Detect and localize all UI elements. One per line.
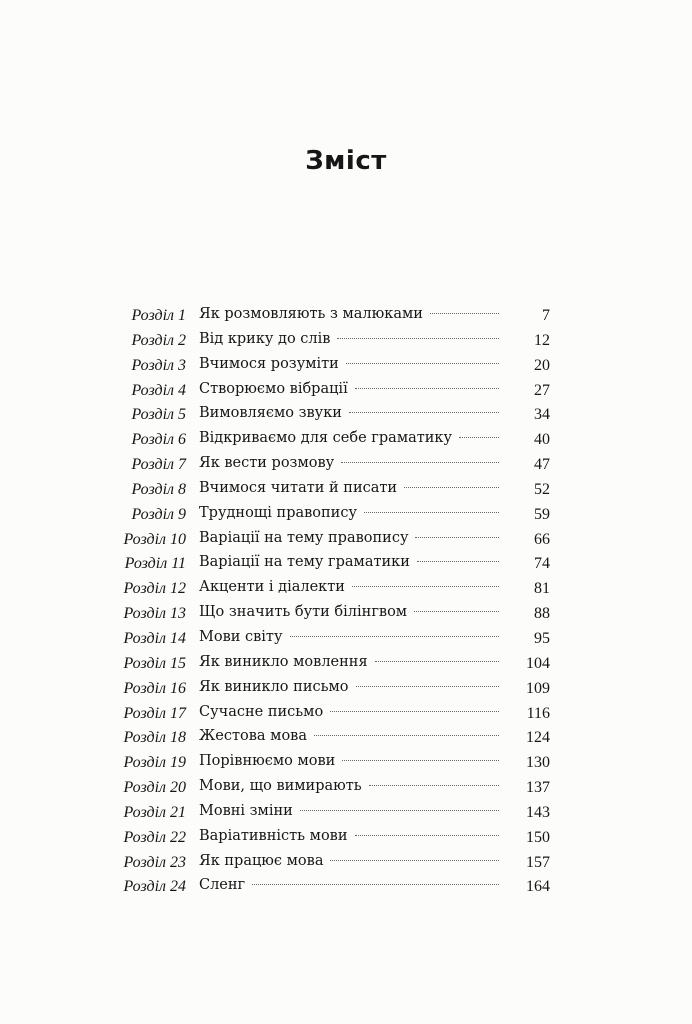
toc-entry — [0, 378, 692, 403]
page-number: 74 — [534, 555, 550, 573]
page-number: 130 — [526, 754, 550, 772]
dot-leader — [375, 661, 499, 662]
chapter-title: Відкриваємо для себе граматику — [199, 430, 453, 447]
toc-entry-body — [199, 803, 499, 819]
chapter-number: Розділ 14 — [123, 629, 186, 647]
toc-entry — [0, 452, 692, 477]
chapter-title: Варіації на тему граматики — [199, 554, 410, 571]
page-number: 143 — [526, 803, 550, 821]
dot-leader — [337, 338, 499, 339]
page-number: 52 — [534, 480, 550, 498]
dot-leader — [349, 412, 499, 413]
toc-entry — [0, 427, 692, 452]
toc-entry-body — [199, 381, 499, 397]
table-of-contents — [0, 303, 692, 899]
toc-entry — [0, 527, 692, 552]
dot-leader — [352, 586, 499, 587]
toc-entry — [0, 402, 692, 427]
toc-entry — [0, 676, 692, 701]
dot-leader — [300, 810, 499, 811]
page-number: 59 — [534, 505, 550, 523]
page-number: 95 — [534, 629, 550, 647]
dot-leader — [290, 636, 500, 637]
dot-leader — [430, 313, 499, 314]
toc-entry-body — [199, 306, 499, 322]
toc-entry-body — [199, 654, 499, 670]
page-number: 27 — [534, 381, 550, 399]
page-number: 164 — [526, 878, 550, 896]
page-number: 20 — [534, 356, 550, 374]
toc-entry — [0, 303, 692, 328]
chapter-number: Розділ 5 — [131, 406, 186, 424]
page-number: 109 — [526, 679, 550, 697]
page-number: 66 — [534, 530, 550, 548]
toc-entry-body — [199, 828, 499, 844]
toc-entry-body — [199, 405, 499, 421]
chapter-title: Варіативність мови — [199, 827, 348, 844]
chapter-title: Мови, що вимирають — [199, 778, 362, 795]
chapter-title: Як розмовляють з малюками — [199, 306, 423, 322]
chapter-number: Розділ 21 — [123, 803, 186, 821]
toc-entry-body — [199, 579, 499, 595]
chapter-title: Труднощі правопису — [199, 504, 357, 521]
chapter-title: Мови світу — [199, 628, 283, 645]
page-number: 88 — [534, 605, 550, 623]
dot-leader — [414, 611, 499, 612]
toc-entry-body — [199, 455, 499, 471]
dot-leader — [355, 835, 500, 836]
toc-entry — [0, 725, 692, 750]
dot-leader — [364, 512, 499, 513]
chapter-number: Розділ 16 — [123, 679, 186, 697]
chapter-title: Порівнюємо мови — [199, 753, 336, 770]
dot-leader — [459, 437, 499, 438]
chapter-title: Як виникло письмо — [199, 678, 349, 695]
dot-leader — [342, 760, 499, 761]
toc-entry-body — [199, 356, 499, 372]
dot-leader — [314, 735, 499, 736]
page-title: Зміст — [305, 146, 387, 176]
chapter-number: Розділ 17 — [123, 704, 186, 722]
dot-leader — [355, 388, 499, 389]
chapter-title: Сленг — [199, 877, 246, 894]
chapter-number: Розділ 15 — [123, 654, 186, 672]
chapter-number: Розділ 8 — [131, 480, 186, 498]
chapter-number: Розділ 13 — [123, 605, 186, 623]
toc-entry — [0, 874, 692, 899]
dot-leader — [330, 711, 499, 712]
toc-entry — [0, 775, 692, 800]
chapter-title: Вчимося розуміти — [199, 355, 339, 372]
toc-entry-body — [199, 604, 499, 620]
toc-entry-body — [199, 853, 499, 869]
chapter-title: Вчимося читати й писати — [199, 479, 398, 496]
toc-entry-body — [199, 554, 499, 570]
dot-leader — [341, 462, 499, 463]
toc-entry-body — [199, 877, 499, 893]
dot-leader — [417, 561, 499, 562]
page-number: 137 — [526, 779, 550, 797]
chapter-number: Розділ 20 — [123, 779, 186, 797]
chapter-title: Акценти і діалекти — [199, 579, 345, 596]
toc-entry-body — [199, 629, 499, 645]
dot-leader — [346, 363, 499, 364]
toc-entry — [0, 701, 692, 726]
toc-entry-body — [199, 778, 499, 794]
chapter-title: Як вести розмову — [199, 455, 335, 472]
chapter-number: Розділ 18 — [123, 729, 186, 747]
dot-leader — [415, 537, 499, 538]
dot-leader — [330, 860, 499, 861]
chapter-title: Жестова мова — [199, 728, 307, 745]
toc-entry — [0, 576, 692, 601]
page-number: 116 — [526, 704, 550, 722]
toc-entry-body — [199, 331, 499, 347]
dot-leader — [252, 884, 499, 885]
toc-entry — [0, 328, 692, 353]
toc-entry — [0, 850, 692, 875]
toc-entry — [0, 502, 692, 527]
toc-entry — [0, 651, 692, 676]
page-number: 124 — [526, 729, 550, 747]
chapter-number: Розділ 19 — [123, 754, 186, 772]
page-number: 104 — [526, 654, 550, 672]
dot-leader — [369, 785, 499, 786]
toc-entry — [0, 601, 692, 626]
toc-entry — [0, 626, 692, 651]
page-number: 34 — [534, 406, 550, 424]
chapter-number: Розділ 22 — [123, 828, 186, 846]
page-number: 157 — [526, 853, 550, 871]
toc-entry — [0, 353, 692, 378]
page-number: 12 — [534, 331, 550, 349]
chapter-number: Розділ 3 — [131, 356, 186, 374]
dot-leader — [356, 686, 499, 687]
chapter-title: Від крику до слів — [199, 330, 331, 347]
chapter-number: Розділ 12 — [123, 580, 186, 598]
chapter-number: Розділ 9 — [131, 505, 186, 523]
chapter-number: Розділ 2 — [131, 331, 186, 349]
chapter-number: Розділ 4 — [131, 381, 186, 399]
toc-entry — [0, 477, 692, 502]
page-number: 81 — [534, 580, 550, 598]
chapter-title: Вимовляємо звуки — [199, 405, 342, 422]
toc-entry-body — [199, 430, 499, 446]
chapter-title: Варіації на тему правопису — [199, 529, 409, 546]
page-number: 47 — [534, 456, 550, 474]
chapter-title: Як працює мова — [199, 852, 324, 869]
toc-entry — [0, 551, 692, 576]
chapter-title: Створюємо вібрації — [199, 380, 348, 397]
toc-entry-body — [199, 753, 499, 769]
chapter-number: Розділ 1 — [131, 307, 186, 324]
chapter-title: Сучасне письмо — [199, 703, 324, 720]
toc-entry-body — [199, 505, 499, 521]
chapter-title: Що значить бути білінгвом — [199, 604, 408, 621]
toc-entry-body — [199, 679, 499, 695]
toc-entry — [0, 825, 692, 850]
dot-leader — [404, 487, 499, 488]
chapter-number: Розділ 11 — [124, 555, 186, 573]
chapter-title: Мовні зміни — [199, 802, 293, 819]
toc-entry — [0, 750, 692, 775]
toc-entry-body — [199, 704, 499, 720]
toc-entry-body — [199, 530, 499, 546]
page-number: 40 — [534, 431, 550, 449]
page-number: 150 — [526, 828, 550, 846]
chapter-number: Розділ 6 — [131, 431, 186, 449]
chapter-title: Як виникло мовлення — [199, 653, 368, 670]
chapter-number: Розділ 10 — [123, 530, 186, 548]
page-number: 7 — [542, 307, 550, 324]
toc-entry-body — [199, 480, 499, 496]
chapter-number: Розділ 24 — [123, 878, 186, 896]
toc-entry-body — [199, 728, 499, 744]
toc-entry — [0, 800, 692, 825]
chapter-number: Розділ 7 — [131, 456, 186, 474]
chapter-number: Розділ 23 — [123, 853, 186, 871]
